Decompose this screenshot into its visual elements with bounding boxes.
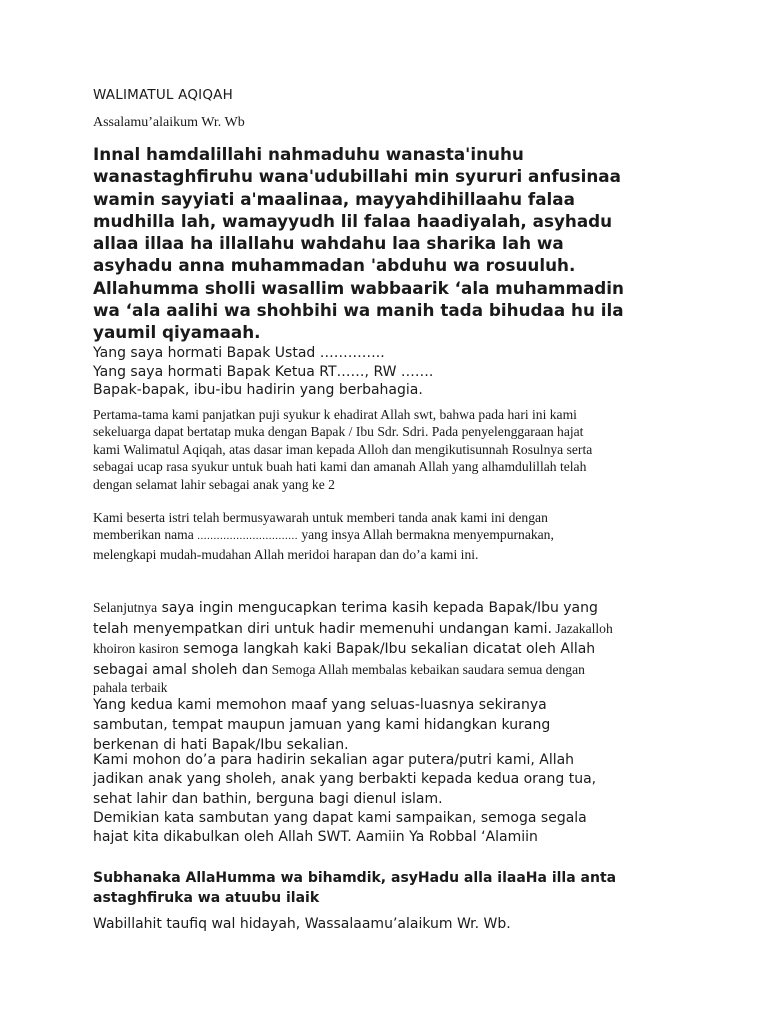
closing-prayer — [93, 868, 683, 908]
text-line — [93, 526, 683, 545]
text-line: Yang saya hormati Bapak Ketua RT……, RW ……. — [93, 363, 434, 380]
text-line: sambutan, tempat maupun jamuan yang kami hidangkan kurang — [93, 716, 551, 733]
text-line: Pertama-tama kami panjatkan puji syukur k ehadirat Allah swt, bahwa pada hari ini kami — [93, 407, 577, 422]
text-line: Yang saya hormati Bapak Ustad ………….. — [93, 345, 385, 361]
text-line: pahala terbaik — [93, 680, 168, 696]
name-blank: ............................... — [197, 530, 298, 543]
text-segment: memberikan nama — [93, 527, 198, 543]
thanks-paragraph — [93, 598, 683, 755]
text-line — [93, 639, 683, 660]
text-line: Kami mohon do’a para hadirin sekalian agar putera/putri kami, Allah — [93, 752, 575, 768]
text-line: sebagai ucap rasa syukur untuk buah hati kami dan amanah Allah yang alhamdulillah telah — [93, 459, 587, 475]
text-line: sehat lahir dan bathin, berguna bagi dienul islam. — [93, 790, 443, 807]
text-line: kami Walimatul Aqiqah, atas dasar iman kepada Alloh dan mengikutisunnah Rosulnya serta — [93, 441, 593, 457]
text-line — [93, 660, 683, 681]
final-greeting: Wabillahit taufiq wal hidayah, Wassalaamu’alaikum Wr. Wb. — [93, 916, 511, 932]
text-segment: Jazakalloh — [552, 620, 613, 636]
text-line: berkenan di hati Bapak/Ibu sekalian. — [93, 736, 349, 753]
text-line: Allahumma sholli wasallim wabbaarik ‘ala muhammadin — [93, 277, 624, 298]
prayer-request-paragraph — [93, 751, 683, 847]
text-line: sekeluarga dapat bertatap muka dengan Bapak / Ibu Sdr. Sdri. Pada penyelenggaraan hajat — [93, 424, 584, 440]
text-line — [93, 619, 683, 640]
text-segment: saya ingin mengucapkan terima kasih kepada Bapak/Ibu yang — [157, 600, 598, 616]
gratitude-paragraph — [93, 406, 683, 493]
text-segment: telah menyempatkan diri untuk hadir memenuhi undangan kami. — [93, 620, 552, 637]
text-segment: sebagai amal sholeh dan — [93, 661, 269, 678]
salutation-list — [93, 344, 433, 400]
text-line: asyhadu anna muhammadan 'abduhu wa rosuuluh. — [93, 255, 576, 276]
text-line: Subhanaka AllaHumma wa bihamdik, asyHadu alla ilaaHa illa anta — [93, 870, 617, 886]
text-segment: Selanjutnya — [93, 600, 158, 615]
text-line: mudhilla lah, wamayyudh lil falaa haadiyalah, asyhadu — [93, 210, 613, 231]
text-segment: semoga langkah kaki Bapak/Ibu sekalian dicatat oleh Allah — [178, 641, 596, 658]
text-line: melengkapi mudah-mudahan Allah meridoi harapan dan do’a kami ini. — [93, 546, 479, 562]
naming-paragraph — [93, 509, 683, 563]
text-line: allaa illaa ha illallahu wahdahu laa sharika lah wa — [93, 233, 564, 254]
greeting: Assalamu’alaikum Wr. Wb — [93, 115, 245, 130]
text-line: jadikan anak yang sholeh, anak yang berbakti kepada kedua orang tua, — [93, 771, 597, 788]
opening-prayer — [93, 143, 683, 344]
text-line — [93, 598, 683, 619]
text-line: wamin sayyiati a'maalinaa, mayyahdihillaahu falaa — [93, 188, 575, 209]
text-line: astaghfiruka wa atuubu ilaik — [93, 890, 320, 906]
text-line: wa ‘ala aalihi wa shohbihi wa manih tada bihudaa hu ila — [93, 300, 624, 321]
text-line: Bapak-bapak, ibu-ibu hadirin yang berbahagia. — [93, 382, 423, 399]
text-line: hajat kita dikabulkan oleh Allah SWT. Aamiin Ya Robbal ‘Alamiin — [93, 829, 538, 846]
text-line: Innal hamdalillahi nahmaduhu wanasta'inuhu — [93, 144, 524, 164]
document-title: WALIMATUL AQIQAH — [93, 87, 233, 103]
text-line: yaumil qiyamaah. — [93, 322, 261, 343]
text-line: Kami beserta istri telah bermusyawarah untuk memberi tanda anak kami ini dengan — [93, 510, 548, 525]
text-line: dengan selamat lahir sebagai anak yang ke 2 — [93, 476, 335, 492]
text-line: Demikian kata sambutan yang dapat kami sampaikan, semoga segala — [93, 809, 587, 826]
text-line: Yang kedua kami memohon maaf yang seluas-luasnya sekiranya — [93, 697, 547, 714]
text-segment: Semoga Allah membalas kebaikan saudara semua dengan — [268, 661, 585, 677]
text-segment: khoiron kasiron — [93, 641, 179, 657]
text-line: wanastaghfiruhu wana'udubillahi min syururi anfusinaa — [93, 166, 621, 187]
text-segment: yang insya Allah bermakna menyempurnakan, — [297, 527, 554, 543]
